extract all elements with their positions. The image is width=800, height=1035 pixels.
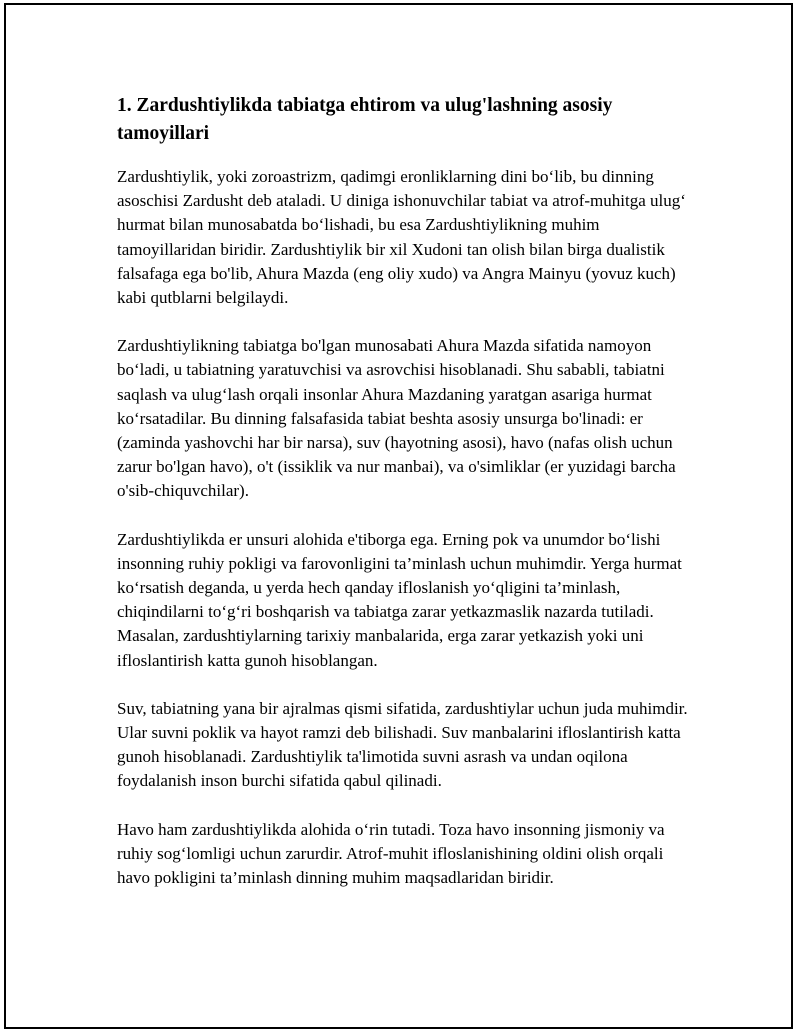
document-body [117, 92, 697, 914]
paragraph-2: Zardushtiylikning tabiatga bo'lgan munosabati Ahura Mazda sifatida namoyon bo‘ladi, u tabiatning yaratuvchisi va asrovchisi hisoblanadi. Shu sababli, tabiatni saqlash va ulug‘lash orqali insonlar Ahura Mazdaning yaratgan asariga hurmat ko‘rsatadilar. Bu dinning falsafasida tabiat beshta asosiy unsurga bo'linadi: er (zaminda yashovchi har bir narsa), suv (hayotning asosi), havo (nafas olish uchun zarur bo'lgan havo), o't (issiklik va nur manbai), va o'simliklar (er yuzidagi barcha o'sib-chiquvchilar). [117, 336, 676, 501]
paragraph-5: Havo ham zardushtiylikda alohida o‘rin tutadi. Toza havo insonning jismoniy va ruhiy sog‘lomligi uchun zarurdir. Atrof-muhit ifloslanishining oldini olish orqali havo pokligini ta’minlash dinning muhim maqsadlaridan biridir. [117, 819, 665, 888]
paragraph-4: Suv, tabiatning yana bir ajralmas qismi sifatida, zardushtiylar uchun juda muhimdir. Ular suvni poklik va hayot ramzi deb bilishadi. Suv manbalarini ifloslantirish katta gunoh hisoblanadi. Zardushtiylik ta'limotida suvni asrash va undan oqilona foydalanish inson burchi sifatida qabul qilinadi. [117, 698, 688, 791]
paragraph-1: Zardushtiylik, yoki zoroastrizm, qadimgi eronliklarning dini bo‘lib, bu dinning asoschisi Zardusht deb ataladi. U diniga ishonuvchilar tabiat va atrof-muhitga ulug‘ hurmat bilan munosabatda bo‘lishadi, bu esa Zardushtiylikning muhim tamoyillaridan biridir. Zardushtiylik bir xil Xudoni tan olish bilan birga dualistik falsafaga ega bo'lib, Ahura Mazda (eng oliy xudo) va Angra Mainyu (yovuz kuch) kabi qutblarni belgilaydi. [117, 167, 686, 308]
section-heading: 1. Zardushtiylikda tabiatga ehtirom va ulug'lashning asosiy tamoyillari [117, 95, 613, 144]
paragraph-3: Zardushtiylikda er unsuri alohida e'tiborga ega. Erning pok va unumdor bo‘lishi insonning ruhiy pokligi va farovonligini ta’minlash uchun muhimdir. Yerga hurmat ko‘rsatish deganda, u yerda hech qanday ifloslanish yo‘qligini ta’minlash, chiqindilarni to‘g‘ri boshqarish va tabiatga zarar yetkazmaslik nazarda tutiladi. Masalan, zardushtiylarning tarixiy manbalarida, erga zarar yetkazish yoki uni ifloslantirish katta gunoh hisoblangan. [117, 529, 682, 670]
